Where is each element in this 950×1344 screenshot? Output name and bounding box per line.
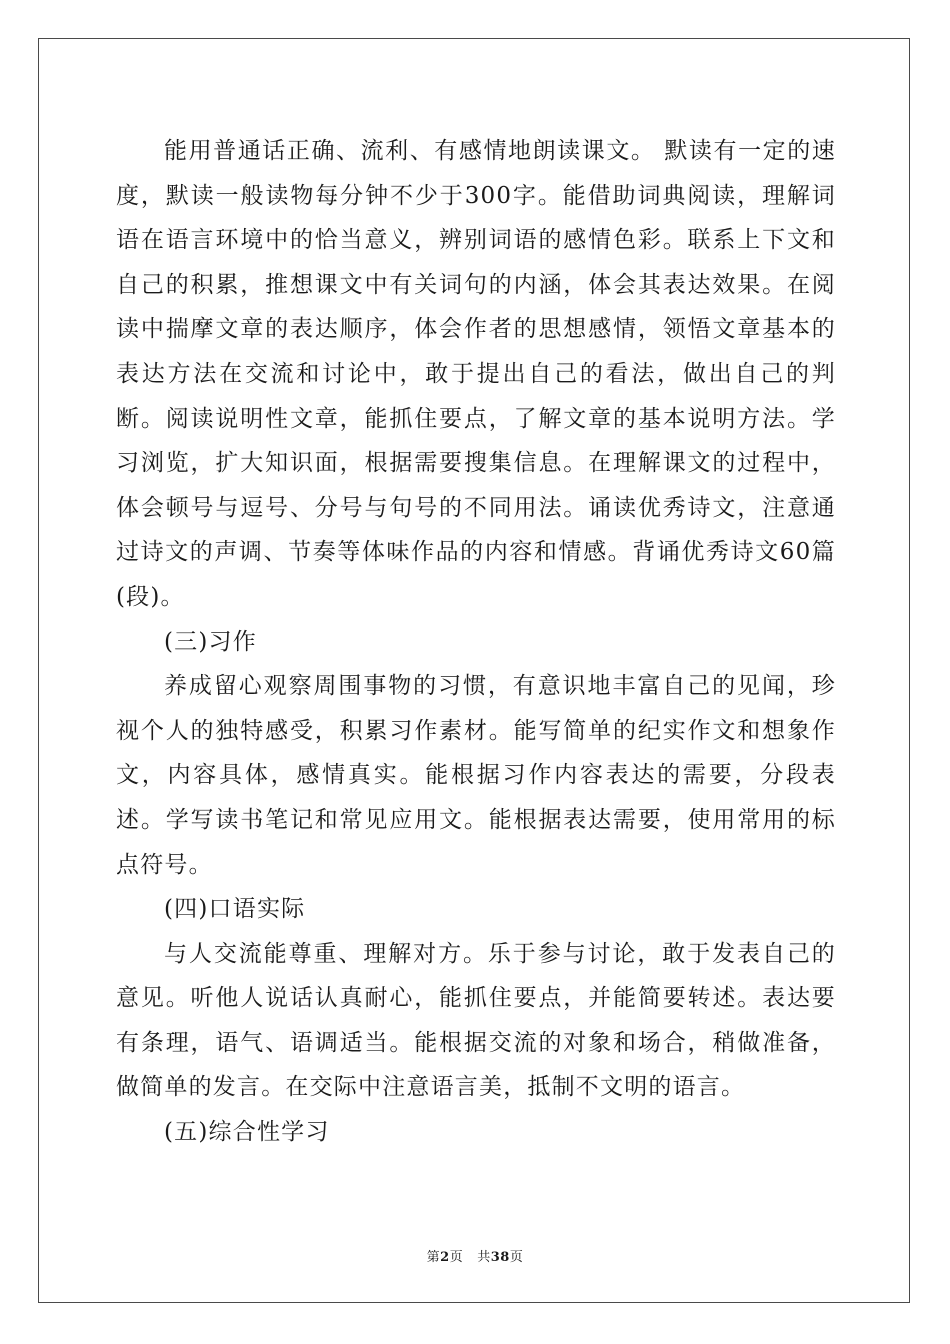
total-prefix: 共 xyxy=(477,1250,491,1265)
total-suffix: 页 xyxy=(509,1250,524,1265)
page-footer xyxy=(0,1246,950,1265)
page-number: 2 xyxy=(440,1250,450,1265)
total-pages: 38 xyxy=(490,1250,510,1265)
paragraph-writing: 养成留心观察周围事物的习惯，有意识地丰富自己的见闻，珍视个人的独特感受，积累习作素材。能写简单的纪实作文和想象作文，内容具体，感情真实。能根据习作内容表达的需要，分段表述。学写读书笔记和常见应用文。能根据表达需要，使用常用的标点符号。 xyxy=(116,673,836,878)
page-suffix: 页 xyxy=(449,1250,464,1265)
heading-writing: (三)习作 xyxy=(164,628,257,655)
document-body xyxy=(116,129,836,1155)
heading-oral: (四)口语实际 xyxy=(164,896,306,923)
paragraph-oral: 与人交流能尊重、理解对方。乐于参与讨论，敢于发表自己的意见。听他人说话认真耐心，能抓住要点，并能简要转述。表达要有条理，语气、语调适当。能根据交流的对象和场合，稍做准备，做简单的发言。在交际中注意语言美，抵制不文明的语言。 xyxy=(116,940,836,1101)
paragraph-reading: 能用普通话正确、流利、有感情地朗读课文。 默读有一定的速度，默读一般读物每分钟不少于300字。能借助词典阅读，理解词语在语言环境中的恰当意义，辨别词语的感情色彩。联系上下文和自己的积累，推想课文中有关词句的内涵，体会其表达效果。在阅读中揣摩文章的表达顺序，体会作者的思想感情，领悟文章基本的表达方法在交流和讨论中，敢于提出自己的看法，做出自己的判断。阅读说明性文章，能抓住要点，了解文章的基本说明方法。学习浏览，扩大知识面，根据需要搜集信息。在理解课文的过程中，体会顿号与逗号、分号与句号的不同用法。诵读优秀诗文，注意通过诗文的声调、节奏等体味作品的内容和情感。背诵优秀诗文60篇(段)。 xyxy=(116,138,836,610)
heading-comprehensive: (五)综合性学习 xyxy=(164,1119,330,1146)
page-prefix: 第 xyxy=(426,1250,441,1265)
